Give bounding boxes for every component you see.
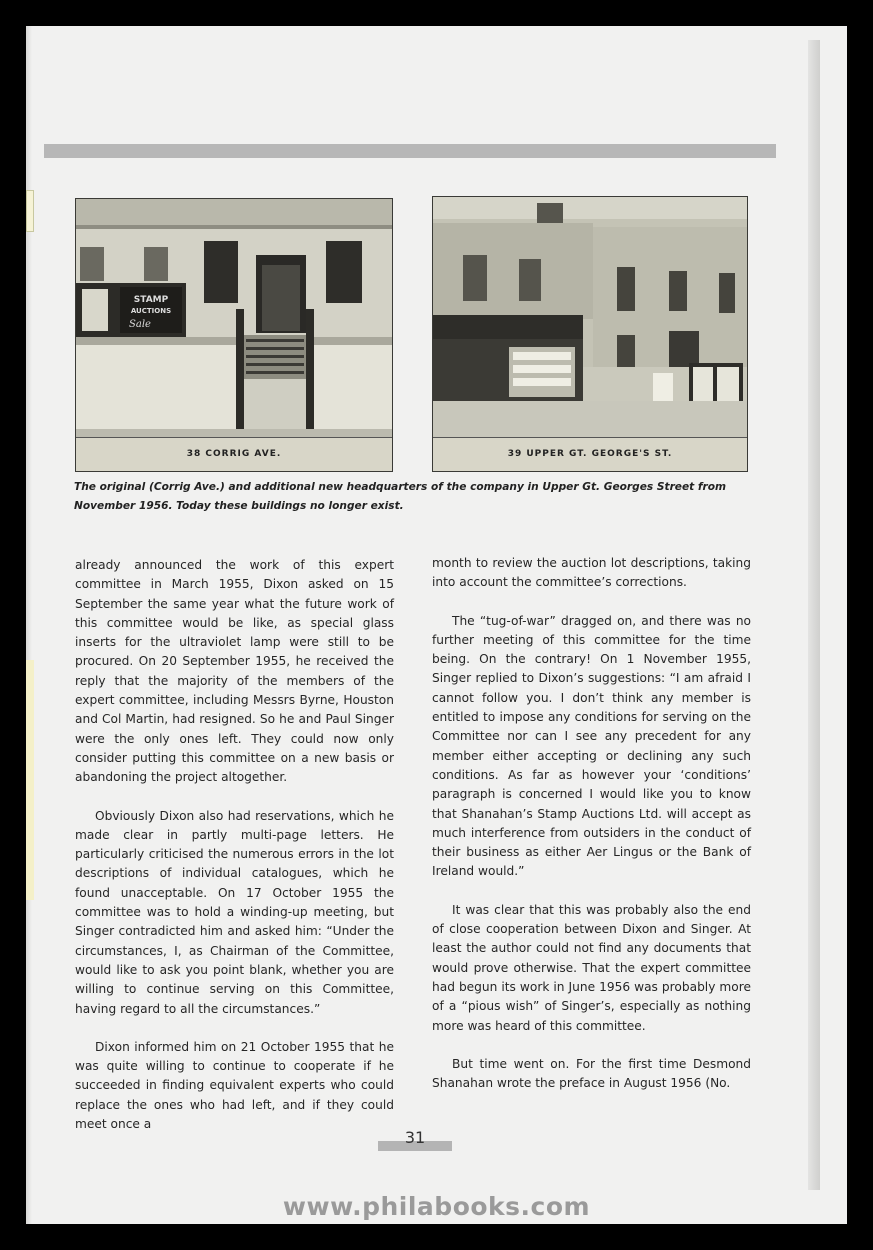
page-number [378,1128,452,1154]
photo-caption-georges: 39 UPPER GT. GEORGE'S ST. [433,437,747,471]
adjacent-page-edge [26,190,34,232]
paragraph: already announced the work of this expert committee in March 1955, Dixon asked on 15 September the same year what the future work of this committee would be like, as special glass inserts for the ultraviolet lamp were still to be procured. On 20 September 1955, he received the reply that the majority of the members of the expert committee, including Messrs Byrne, Houston and Col Martin, had resigned. So he and Paul Singer were the only ones left. They could now only consider putting this committee on a new basis or abandoning the project altogether. [75,558,394,785]
paragraph: month to review the auction lot descriptions, taking into account the committee’s corrections. [432,556,751,590]
right-column [432,554,751,1093]
paragraph: Dixon informed him on 21 October 1955 that he was quite willing to continue to cooperate if he succeeded in finding equivalent experts who could replace the ones who had left, and if they could meet once a [75,1039,394,1132]
photo-upper-gt-georges-st [432,196,748,472]
sign-line-1: STAMP [133,295,169,305]
watermark: www.philabooks.com [282,1192,591,1221]
building-illustration-georges [433,197,747,437]
photo-caption-corrig: 38 CORRIG AVE. [76,437,392,471]
paragraph: The “tug-of-war” dragged on, and there was no further meeting of this committee for the time being. On the contrary! On 1 November 1955, Singer replied to Dixon’s suggestions: “I am afraid I cannot follow you. I don’t think any member is entitled to impose any conditions for serving on the Committee nor can I see any precedent for any member either accepting or declining any such conditions. As far as however your ‘conditions’ paragraph is concerned I would like you to know that Shanahan’s Stamp Auctions Ltd. will accept as much interference from outsiders in the conduct of their business as either Aer Lingus or the Bank of Ireland would.” [432,613,751,879]
paragraph: It was clear that this was probably also the end of close cooperation between Dixon and Singer. At least the author could not find any documents that would prove otherwise. That the expert committee had begun its work in June 1956 was probably more of a “pious wish” of Singer’s, especially as nothing more was heard of this committee. [432,902,751,1033]
figure-caption: The original (Corrig Ave.) and additional new headquarters of the company in Upper Gt. Georges Street from November 1956. Today these buildings no longer exist. [74,481,727,512]
page-number-text: 31 [404,1128,426,1147]
adjacent-page-edge-lower [26,660,34,900]
page-right-edge [808,40,820,1190]
header-rule [44,144,776,158]
left-column [75,556,394,1134]
sign-line-3: Sale [129,319,151,330]
paragraph: But time went on. For the first time Desmond Shanahan wrote the preface in August 1956 (No. [432,1056,751,1091]
building-illustration-corrig [76,199,392,437]
photo-corrig-ave [75,198,393,472]
sign-line-2: AUCTIONS [130,307,172,315]
paragraph: Obviously Dixon also had reservations, which he made clear in partly multi-page letters. He particularly criticised the numerous errors in the lot descriptions of individual catalogues, which he found unacceptable. On 17 October 1955 the committee was to hold a winding-up meeting, but Singer contradicted him and asked him: “Under the circumstances, I, as Chairman of the Committee, would like to ask you point blank, whether you are willing to continue serving on this Committee, having regard to all the circumstances.” [75,808,394,1016]
